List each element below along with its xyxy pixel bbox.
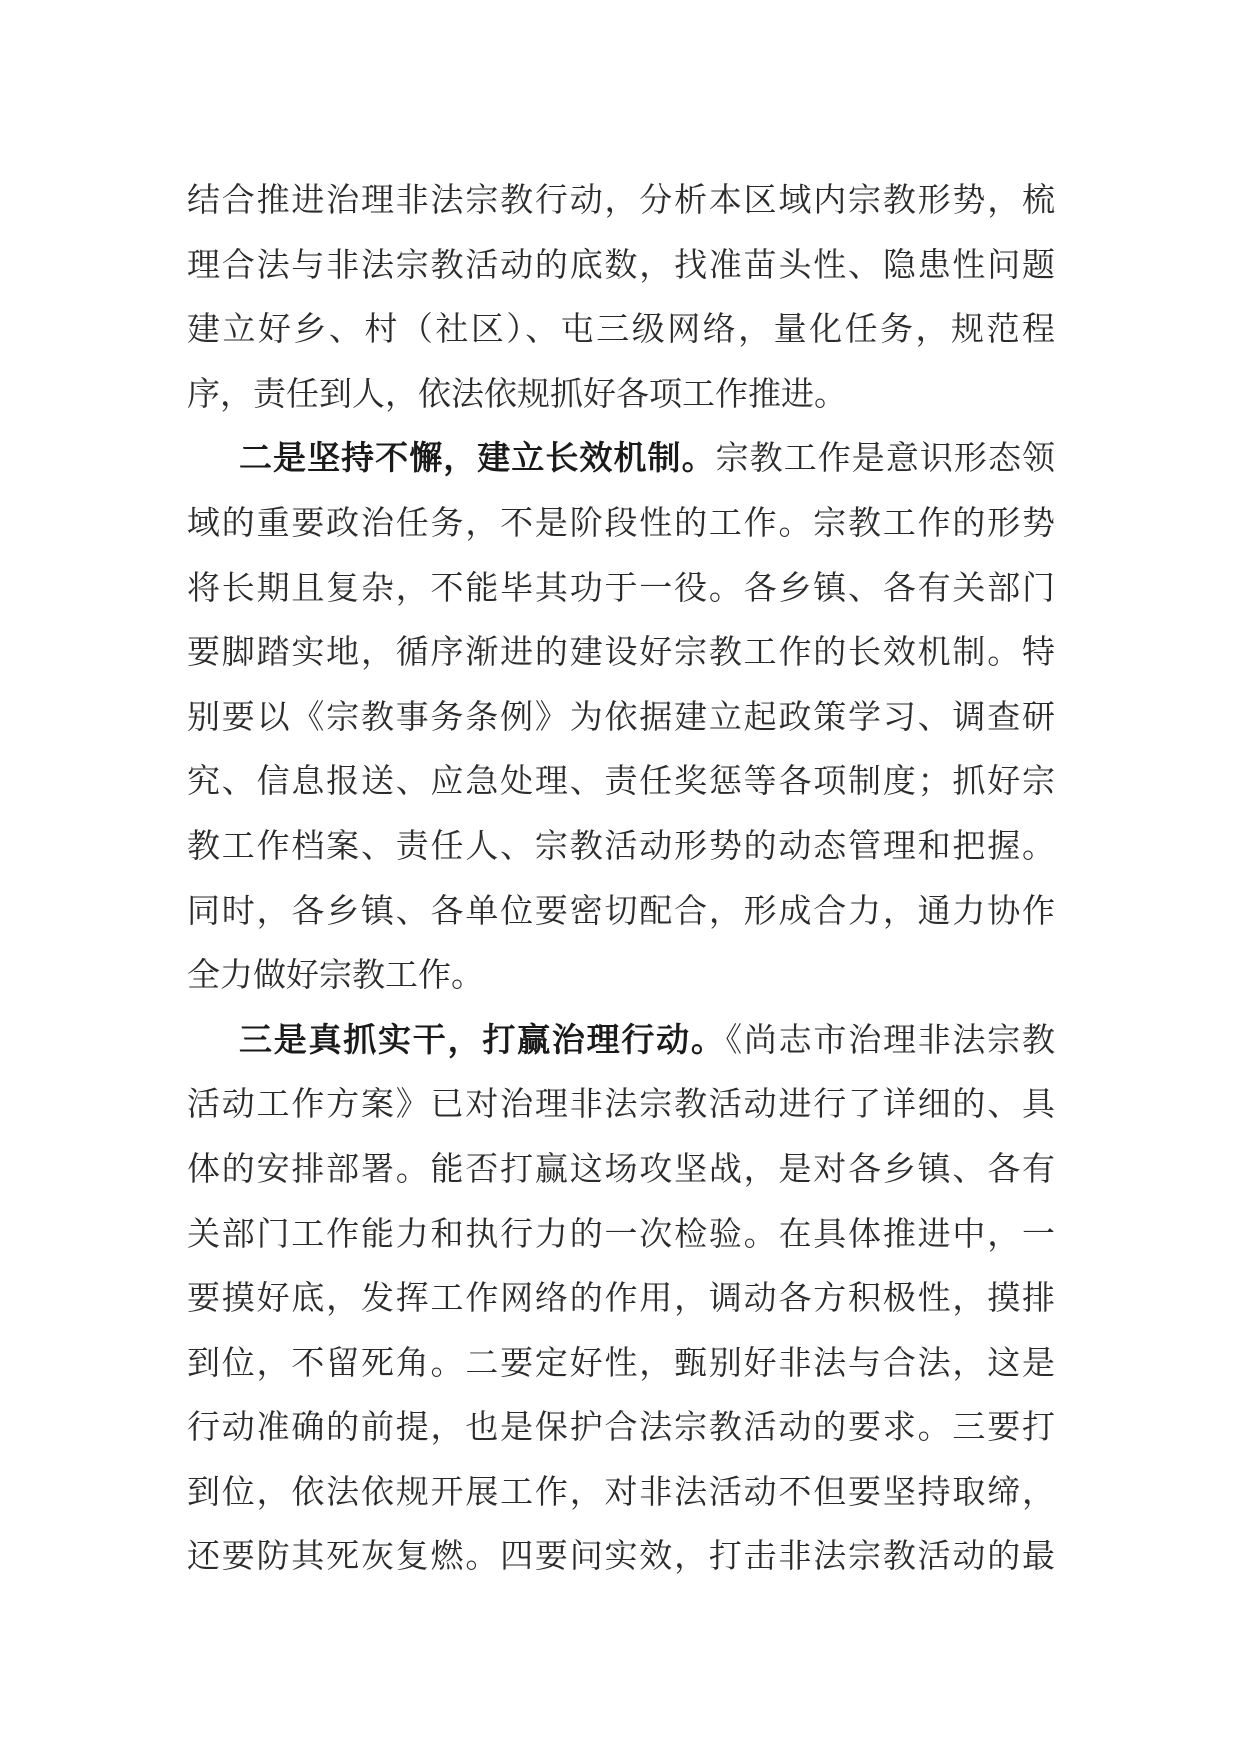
text-line: 要摸好底，发挥工作网络的作用，调动各方积极性，摸排 <box>187 1278 1055 1318</box>
heading-3-text: 《尚志市治理非法宗教 <box>725 1019 1056 1059</box>
text-line: 将长期且复杂，不能毕其功于一役。各乡镇、各有关部门 <box>187 567 1055 607</box>
body-text <box>187 168 1055 1589</box>
text-line: 究、信息报送、应急处理、责任奖惩等各项制度；抓好宗 <box>187 761 1055 801</box>
heading-2-title: 二是坚持不懈，建立长效机制。 <box>239 438 716 478</box>
text-line: 同时，各乡镇、各单位要密切配合，形成合力，通力协作 <box>187 890 1055 930</box>
text-line: 理合法与非法宗教活动的底数，找准苗头性、隐患性问题 <box>187 244 1055 284</box>
text-line: 到位，不留死角。二要定好性，甄别好非法与合法，这是 <box>187 1342 1055 1382</box>
text-line: 建立好乡、村（社区）、屯三级网络，量化任务，规范程 <box>187 309 1055 349</box>
text-line: 行动准确的前提，也是保护合法宗教活动的要求。三要打 <box>187 1407 1055 1447</box>
paragraph-heading-2 <box>187 426 1055 491</box>
text-line: 别要以《宗教事务条例》为依据建立起政策学习、调查研 <box>187 696 1055 736</box>
text-line: 序，责任到人，依法依规抓好各项工作推进。 <box>187 373 847 413</box>
heading-3-title: 三是真抓实干，打赢治理行动。 <box>239 1019 726 1059</box>
text-line: 还要防其死灰复燃。四要问实效，打击非法宗教活动的最 <box>187 1536 1055 1576</box>
text-line: 关部门工作能力和执行力的一次检验。在具体推进中，一 <box>187 1213 1055 1253</box>
text-line: 全力做好宗教工作。 <box>187 955 484 995</box>
heading-2-text: 宗教工作是意识形态领 <box>715 438 1056 478</box>
text-line: 结合推进治理非法宗教行动，分析本区域内宗教形势，梳 <box>187 180 1055 219</box>
text-line: 到位，依法依规开展工作，对非法活动不但要坚持取缔， <box>187 1471 1055 1511</box>
text-line: 要脚踏实地，循序渐进的建设好宗教工作的长效机制。特 <box>187 632 1055 672</box>
text-line: 域的重要政治任务，不是阶段性的工作。宗教工作的形势 <box>187 502 1055 542</box>
paragraph-heading-3 <box>187 1008 1055 1073</box>
text-line: 体的安排部署。能否打赢这场攻坚战，是对各乡镇、各有 <box>187 1148 1055 1188</box>
text-line: 活动工作方案》已对治理非法宗教活动进行了详细的、具 <box>187 1084 1055 1124</box>
text-line: 教工作档案、责任人、宗教活动形势的动态管理和把握。 <box>187 825 1055 865</box>
